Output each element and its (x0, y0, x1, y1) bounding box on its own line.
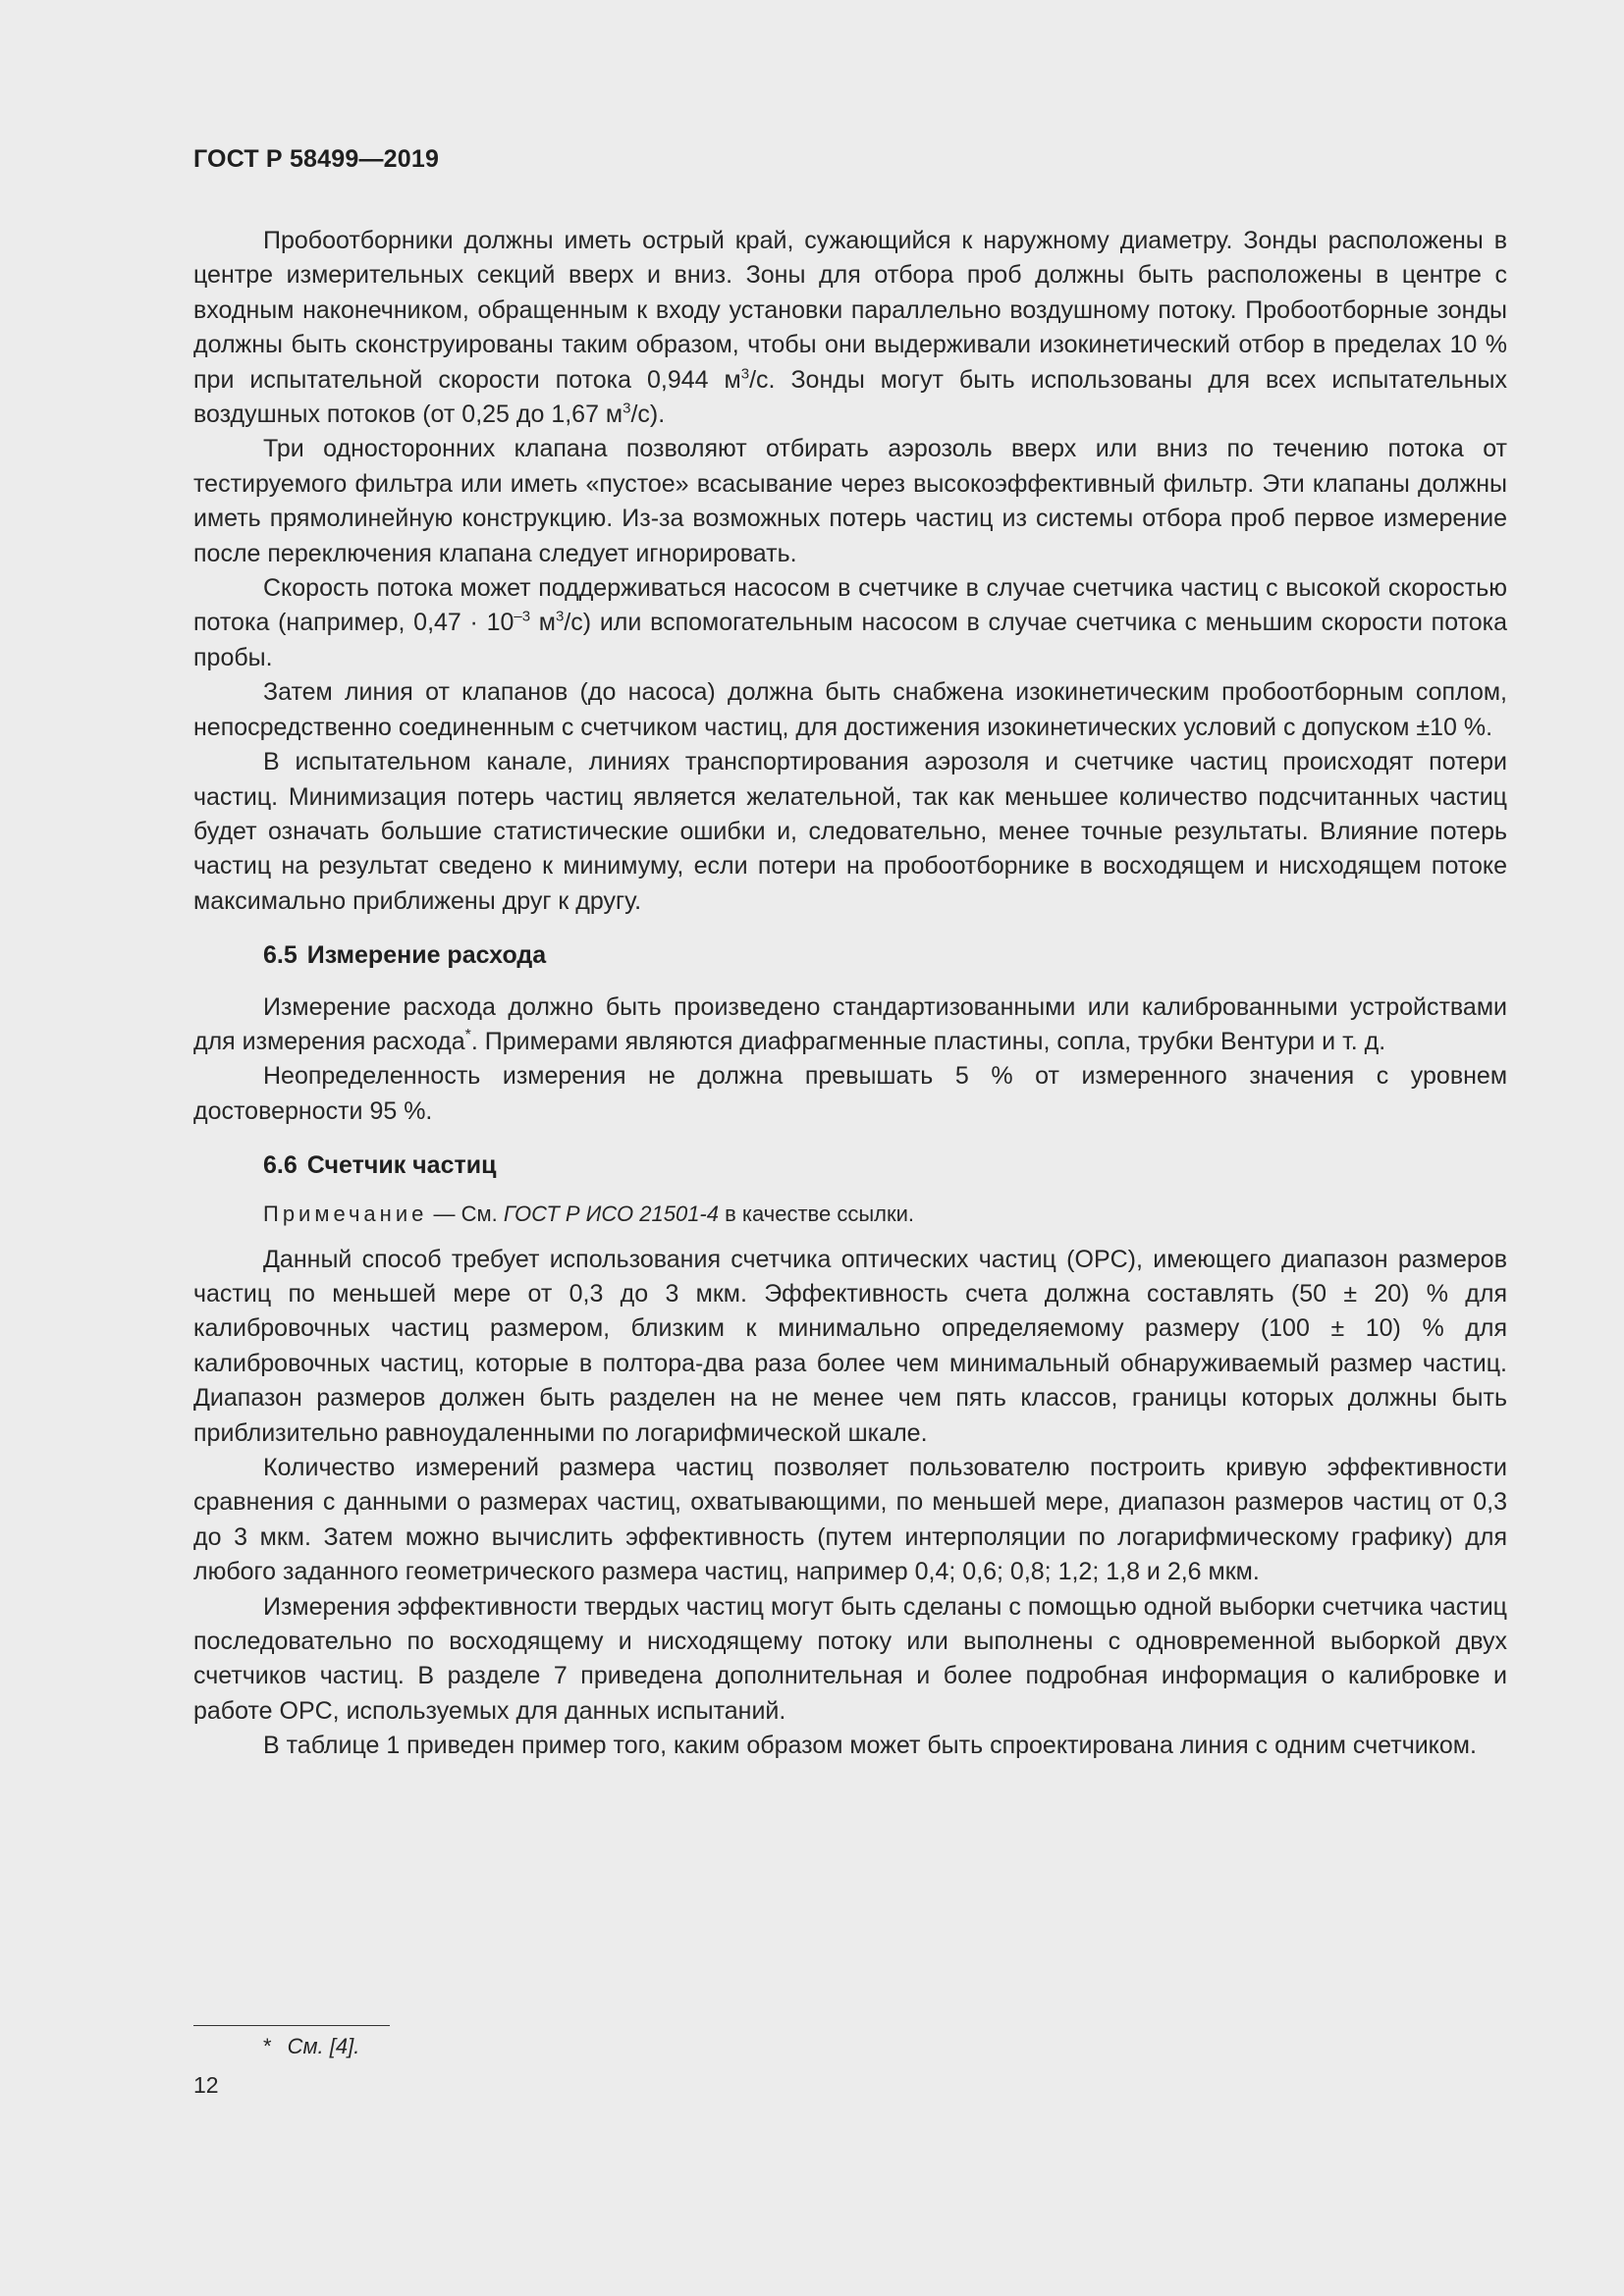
paragraph-uncertainty: Неопределенность измерения не должна превышать 5 % от измеренного значения с уровнем достоверности 95 %. (193, 1062, 1507, 1125)
paragraph-valves: Три односторонних клапана позволяют отбирать аэрозоль вверх или вниз по течению потока от тестируемого фильтра или иметь «пустое» всасывание через высокоэффективный фильтр. Эти клапаны должны иметь прямолинейную конструкцию. Из-за возможных потерь частиц из системы отбора проб первое измерение после переключения клапана следует игнорировать. (193, 435, 1507, 567)
footnote: * См. [4]. (263, 2034, 360, 2058)
section-heading-6-6: 6.6 Счетчик частиц (263, 1151, 497, 1180)
paragraph-opc: Данный способ требует использования счетчика оптических частиц (OPC), имеющего диапазон размеров частиц по меньшей мере от 0,3 до 3 мкм. Эффективность счета должна составлять (50 ± 20) % для калибровочных частиц размером, близким к минимально определяемому размеру (100 ± 10) % для калибровочных частиц, которые в полтора-два раза более чем минимальный обнаруживаемый размер частиц. Диапазон размеров должен быть разделен на не менее чем пять классов, границы которых должны быть приблизительно равноудаленными по логарифмической шкале. (193, 1245, 1507, 1447)
paragraph-flow-measurement: Измерение расхода должно быть произведено стандартизованными или калиброванными устройствами для измерения расхода*. Примерами являются диафрагменные пластины, сопла, трубки Вентури и т. д. (193, 992, 1507, 1055)
paragraph-losses: В испытательном канале, линиях транспортирования аэрозоля и счетчике частиц происходят потери частиц. Минимизация потерь частиц является желательной, так как меньшее количество подсчитанных частиц будет означать большие статистические ошибки и, следовательно, менее точные результаты. Влияние потерь частиц на результат сведено к минимуму, если потери на пробоотборнике в восходящем и нисходящем потоке максимально приближены друг к другу. (193, 748, 1507, 915)
paragraph-flow-rate: Скорость потока может поддерживаться насосом в счетчике в случае счетчика частиц с высокой скоростью потока (например, $0,47 \cdot 10^{-3}$ $м^3/с$) или вспомогательным насосом в случае счетчика с меньшим скорости потока пробы. (193, 574, 1508, 671)
note-label: Примечание (263, 1201, 428, 1226)
note: Примечание — См. ГОСТ Р ИСО 21501-4 в качестве ссылки. (263, 1201, 915, 1226)
page-number: 12 (193, 2072, 219, 2098)
paragraph-table-ref: В таблице 1 приведен пример того, каким образом может быть спроектирована линия с одним счетчиком. (263, 1732, 1477, 1760)
section-heading-6-5: 6.5 Измерение расхода (263, 941, 547, 970)
paragraph-probes: Пробоотборники должны иметь острый край, сужающийся к наружному диаметру. Зонды расположены в центре измерительных секций вверх и вниз. Зоны для отбора проб должны быть расположены в центре с входным наконечником, обращенным к входу установки параллельно воздушному потоку. Пробоотборные зонды должны быть сконструированы таким образом, чтобы они выдерживали изокинетический отбор в пределах 10 % при испытательной скорости потока 0,944 $м^3/с$. Зонды могут быть использованы для всех испытательных воздушных потоков (от 0,25 до 1,67 $м^3/с$). (193, 227, 1507, 429)
paragraph-efficiency-curve: Количество измерений размера частиц позволяет пользователю построить кривую эффективности сравнения с данными о размерах частиц, охватывающими, по меньшей мере, диапазон размеров частиц от 0,3 до 3 мкм. Затем можно вычислить эффективность (путем интерполяции по логарифмическому графику) для любого заданного геометрического размера частиц, например 0,4; 0,6; 0,8; 1,2; 1,8 и 2,6 мкм. (193, 1454, 1507, 1586)
document-body (193, 224, 1507, 1764)
footnote-divider (193, 2025, 390, 2026)
paragraph-solid-particles: Измерения эффективности твердых частиц могут быть сделаны с помощью одной выборки счетчика частиц последовательно по восходящему и нисходящему потоку или выполнены с одновременной выборкой двух счетчиков частиц. В разделе 7 приведена дополнительная и более подробная информация о калибровке и работе OPC, используемых для данных испытаний. (193, 1592, 1507, 1725)
note-reference: ГОСТ Р ИСО 21501-4 (503, 1201, 719, 1226)
footnote-marker: * (464, 1026, 471, 1043)
document-header: ГОСТ Р 58499—2019 (193, 145, 440, 173)
paragraph-nozzle: Затем линия от клапанов (до насоса) должна быть снабжена изокинетическим пробоотборным соплом, непосредственно соединенным с счетчиком частиц, для достижения изокинетических условий с допуском ±10 %. (193, 678, 1507, 741)
